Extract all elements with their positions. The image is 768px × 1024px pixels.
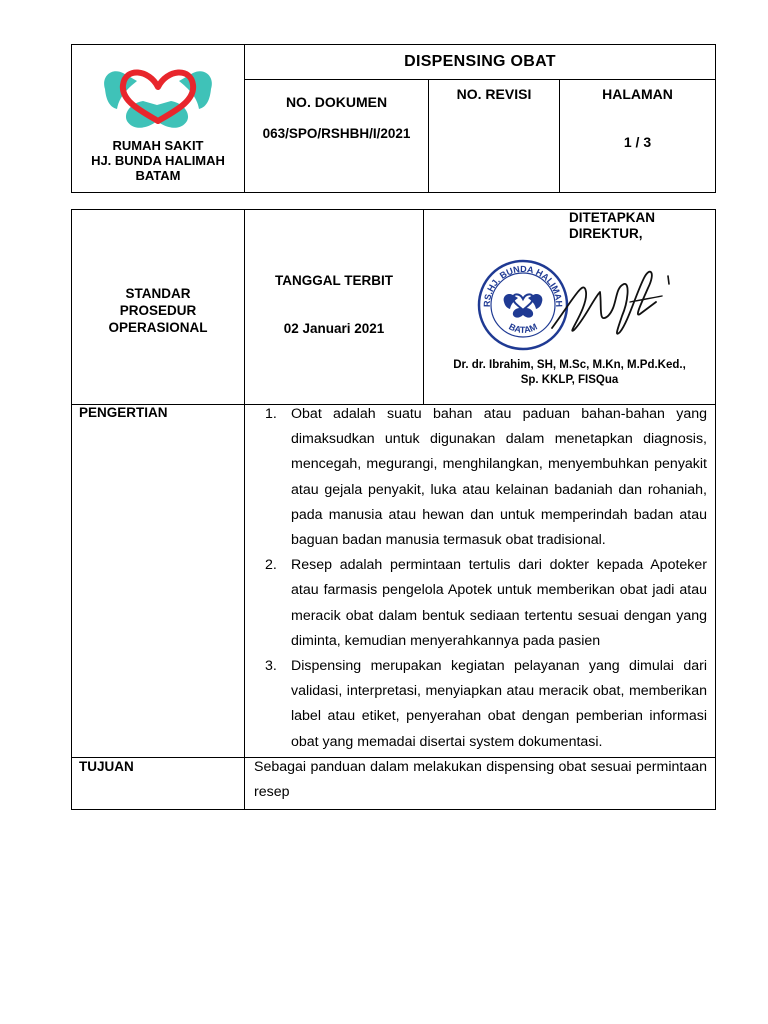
director-name-line1: Dr. dr. Ibrahim, SH, M.Sc, M.Kn, M.Pd.Ked., [453,359,686,371]
sop-type-line3: OPERASIONAL [108,319,208,335]
sop-type-line2: PROSEDUR [119,302,197,318]
halaman-label: HALAMAN [602,86,673,102]
tujuan-label-cell [72,757,245,809]
no-revisi-label: NO. REVISI [456,86,532,102]
ditetapkan-cell: DITETAPKAN DIREKTUR, RS.HJ. BUNDA HALIMAH BATAM Dr. dr. Ibrahim, SH, M.Sc, M.Kn, M.Pd.Ked., Sp. KKLP, FISQua [424,210,716,405]
list-item [245,553,707,654]
tanggal-terbit-cell [245,210,424,405]
list-item-number: 1. [265,406,277,422]
pengertian-content-cell [245,405,716,758]
halaman-value: 1 / 3 [623,134,652,150]
no-dokumen-label: NO. DOKUMEN [285,94,388,110]
hospital-identity-cell [72,45,245,193]
director-signature [544,258,674,348]
hospital-name-line2: HJ. BUNDA HALIMAH [91,153,225,168]
list-item-text: Obat adalah suatu bahan atau paduan bahan-bahan yang dimaksudkan untuk digunakan dalam menetapkan diagnosis, mencegah, megurangi, menghilangkan, menyembuhkan penyakit atau gejala penyakit, luka atau kelainan badaniah dan rohaniah, pada manusia atau hewan dan untuk memperindah badan atau baguan badan manusia termasuk obat tradisional. [291,406,707,549]
list-item-number: 3. [265,658,277,675]
document-title: DISPENSING OBAT [245,45,716,80]
tujuan-content-cell [245,757,716,809]
sop-body-table [71,209,716,810]
tanggal-terbit-label: TANGGAL TERBIT [275,273,393,288]
tanggal-terbit-value: 02 Januari 2021 [283,321,385,336]
list-item-text: Resep adalah permintaan tertulis dari dokter kepada Apoteker atau farmasis pengelola Apotek untuk memberikan obat jadi atau meracik obat dalam bentuk sediaan tertentu sesuai dengan yang diminta, kemudian menyerahkannya pada pasien [291,557,707,649]
sop-type-cell [72,210,245,405]
pengertian-list [245,402,707,755]
document-header-table [71,44,716,193]
no-dokumen-cell [245,80,429,193]
list-item [245,402,707,553]
hospital-logo [97,51,219,141]
sop-type-line1: STANDAR [125,285,191,301]
svg-text:BATAM [507,321,538,335]
no-dokumen-value: 063/SPO/RSHBH/I/2021 [262,126,411,141]
tujuan-label: TUJUAN [79,758,134,774]
tujuan-text: Sebagai panduan dalam melakukan dispensing obat sesuai permintaan resep [254,758,707,801]
pengertian-label: PENGERTIAN [79,405,168,420]
list-item [245,654,707,755]
list-item-text: Dispensing merupakan kegiatan pelayanan yang dimulai dari validasi, interpretasi, menyiapkan atau meracik obat, memberikan label atau etiket, penyerahan obat dengan pemberian informasi obat yang memadai disertai system dokumentasi. [291,658,707,750]
list-item-number: 2. [265,557,277,574]
director-name-line2: Sp. KKLP, FISQua [520,374,619,386]
hospital-name-line3: BATAM [135,168,181,183]
no-revisi-cell [429,80,560,193]
pengertian-label-cell [72,405,245,758]
halaman-cell [560,80,716,193]
stamp-text-bottom: BATAM [507,321,539,335]
stamp-text-top: RS.HJ. BUNDA HALIMAH [481,263,565,308]
hospital-name-line1: RUMAH SAKIT [112,138,204,153]
